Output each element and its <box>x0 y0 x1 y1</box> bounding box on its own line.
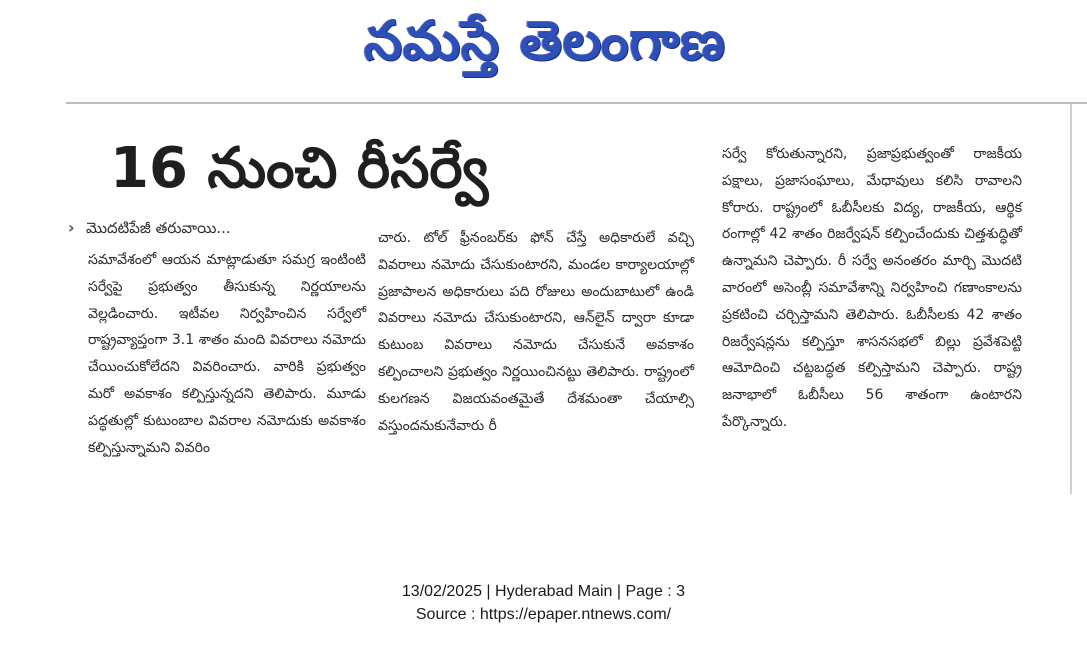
footer-source: Source : https://epaper.ntnews.com/ <box>415 606 672 623</box>
continuation-kicker <box>68 214 231 242</box>
page-edge-border <box>1070 104 1072 494</box>
masthead-divider <box>66 102 1087 104</box>
column-2-text: చారు. టోల్ ఫ్రీనంబర్‌కు ఫోన్ చేస్తే అధికారులే వచ్చి వివరాలు నమోదు చేసుకుంటారని, మండల కార్యాలయాల్లో ప్రజాపాలన అధికారులు పది రోజులు అందుబాటులో ఉండి వివరాలు నమోదు చేసుకుంటారని, ఆన్‌లైన్ ద్వారా కూడా కుటుంబ వివరాలు నమోదు చేసుకునే అవకాశం కల్పించాలని ప్రభుత్వం నిర్ణయించినట్టు తెలిపారు. రాష్ట్రంలో కులగణన విజయవంతమైతే దేశమంతా చేయాల్సి వస్తుందనుకునేవారు రీ <box>378 230 694 434</box>
article-column-3 <box>722 141 1022 436</box>
article-column-1 <box>88 247 366 461</box>
footer-date-edition: 13/02/2025 | Hyderabad Main | Page : 3 <box>401 583 686 600</box>
chevron-right-icon: › <box>68 218 75 237</box>
article-column-2 <box>378 225 694 439</box>
column-1-text: సమావేశంలో ఆయన మాట్లాడుతూ సమగ్ర ఇంటింటి సర్వేపై ప్రభుత్వం తీసుకున్న నిర్ణయాలను వెల్లడించారు. ఇటీవల నిర్వహించిన సర్వేలో రాష్ట్రవ్యాప్తంగా 3.1 శాతం మంది వివరాలు నమోదు చేయించుకోలేదని వివరించారు. వారికి ప్రభుత్వం మరో అవకాశం కల్పిస్తున్నదని తెలిపారు. మూడు పద్ధతుల్లో కుటుంబాల వివరాల నమోదుకు అవకాశం కల్పిస్తున్నామని వివరిం <box>88 252 366 456</box>
masthead-logo: నమస్తే తెలంగాణ <box>364 9 726 72</box>
article-headline: 16 నుంచి రీసర్వే <box>110 136 489 201</box>
kicker-text: మొదటిపేజీ తరువాయి... <box>86 219 231 237</box>
column-3-text: సర్వే కోరుతున్నారని, ప్రజాప్రభుత్వంతో రాజకీయ పక్షాలు, ప్రజాసంఘాలు, మేధావులు కలిసి రావాలని కోరారు. రాష్ట్రంలో ఓబీసీలకు విద్య, రాజకీయ, ఆర్థిక రంగాల్లో 42 శాతం రిజర్వేషన్ కల్పించేందుకు చిత్తశుద్ధితో ఉన్నామని చెప్పారు. రీ సర్వే అనంతరం మార్చి మొదటి వారంలో అసెంబ్లీ సమావేశాన్ని నిర్వహించి గణాంకాలను ప్రకటించి చర్చిస్తామని తెలిపారు. ఓబీసీలకు 42 శాతం రిజర్వేషన్లను కల్పిస్తూ శాసనసభలో బిల్లు ప్రవేశపెట్టి ఆమోదించి చట్టబద్ధత కల్పిస్తామని చెప్పారు. రాష్ట్ర జనాభాలో ఓబీసీలు 56 శాతంగా ఉంటారని పేర్కొన్నారు. <box>722 146 1022 430</box>
